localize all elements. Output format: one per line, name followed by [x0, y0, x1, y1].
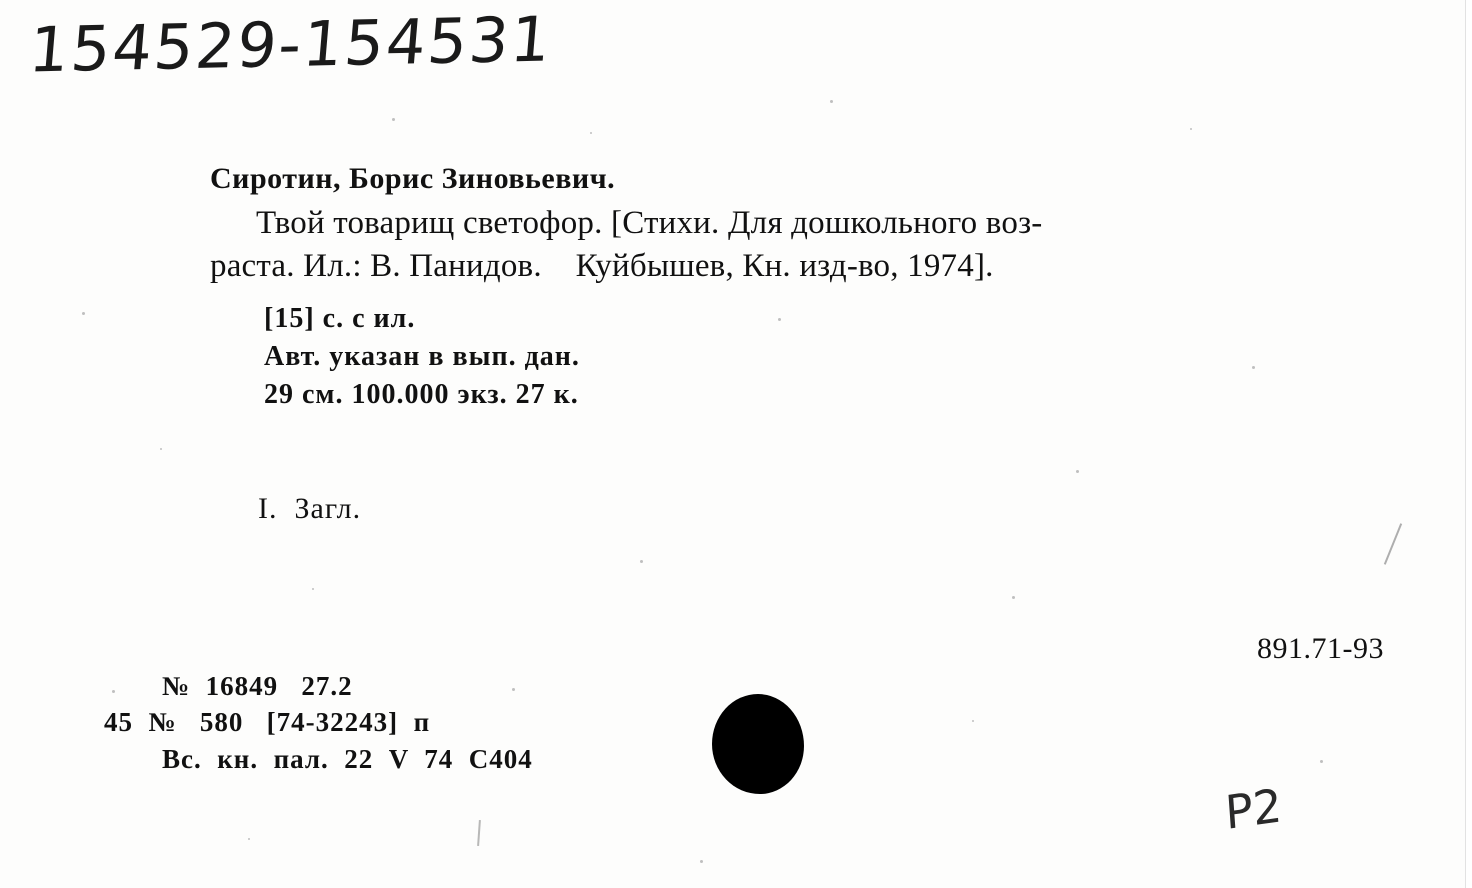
paper-speck [1012, 596, 1015, 599]
general-note: Авт. указан в вып. дан. [264, 340, 580, 372]
ink-blot-mark [712, 694, 804, 794]
paper-speck [1076, 470, 1079, 473]
pencil-tick-mark [477, 820, 481, 846]
paper-speck [830, 100, 833, 103]
author-heading: Сиротин, Борис Зиновьевич. [210, 162, 616, 195]
bibliographic-record [210, 160, 1410, 412]
paper-speck [312, 588, 314, 590]
pencil-stroke-mark [1384, 523, 1402, 565]
paper-speck [640, 560, 643, 563]
title-statement-line-1: Твой товарищ светофор. [Стихи. Для дошкольного воз- [256, 205, 1043, 242]
paper-speck [1320, 760, 1323, 763]
physical-description: 29 см. 100.000 экз. 27 к. [264, 378, 579, 410]
registration-line-3: Вс. кн. пал. 22 V 74 С404 [162, 743, 533, 774]
paper-speck [248, 838, 250, 840]
paper-speck [392, 118, 395, 121]
paper-speck [700, 860, 703, 863]
paper-speck [82, 312, 85, 315]
registration-block [104, 668, 533, 777]
card-edge [1465, 0, 1472, 888]
registration-line-1: № 16849 27.2 [162, 671, 353, 701]
paper-speck [1190, 128, 1192, 130]
added-entry-tracing: I. Загл. [258, 492, 362, 525]
handwritten-accession-number: 154529-154531 [26, 2, 556, 87]
paper-speck [590, 132, 592, 134]
title-statement-line-2: раста. Ил.: В. Панидов. Куйбышев, Кн. изд-во, 1974]. [210, 247, 994, 284]
registration-line-2: 45 № 580 [74-32243] п [104, 707, 431, 738]
handwritten-shelfmark: Р2 [1223, 778, 1284, 840]
paper-speck [160, 448, 162, 450]
classification-number: 891.71-93 [1257, 632, 1384, 665]
paper-speck [972, 720, 974, 722]
pagination-note: [15] с. с ил. [264, 302, 416, 334]
